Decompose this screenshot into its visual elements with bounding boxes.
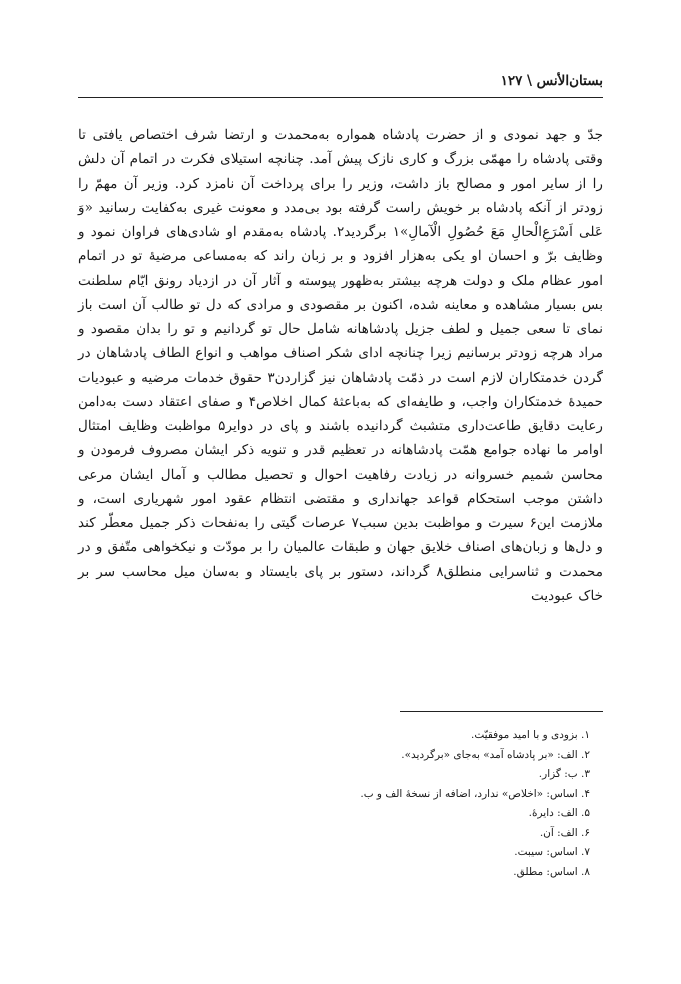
footnote-4: ۴. اساس: «اخلاص» ندارد، اضافه از نسخهٔ الف و ب. xyxy=(360,787,590,800)
footnotes-list xyxy=(78,726,590,882)
body-paragraph: جدّ و جهد نمودی و از حضرت پادشاه همواره به‌محمدت و ارتضا شرف اختصاص یافتی تا وقتی پادشاه را مهمّی بزرگ و کاری نازک پیش آمد. چنانچه استیلای فکرت در اتمام آن دلش را از سایر امور و مصالح باز داشت، وزیر را برای پرداخت آن نامزد کرد. وزیر آن مهمّ را زودتر از آنکه پادشاه بر خویش راست گرفته بود بی‌مدد و معونت غیری به‌کفایت رسانید «وَ عَلی اَسْرَعِ‌الْحالِ مَعَ حُصُولِ الْآمالِ»۱ برگردید۲. پادشاه به‌مقدم او شادی‌های فراوان نمود و وظایف برّ و احسان او یکی به‌هزار افزود و بر زبان راند که به‌مساعی مرضیهٔ تو در اتمام امور عظام ملک و دولت هرچه بیشتر به‌ظهور پیوسته و آثار آن در ازدیاد رونق ایّام سلطنت بس بسیار مشاهده و معاینه شده، اکنون بر مقصودی و مرادی که دل تو طالب آن است باز نمای تا سعی جمیل و لطف جزیل پادشاهانه شامل حال تو گردانیم و تو را بدان مقصود و مراد هرچه زودتر برسانیم زیرا چنانچه ادای شکر اصناف مواهب و انواع الطاف پادشاهان در گردن خدمتکاران لازم است در ذمّت پادشاهان نیز گزاردن۳ حقوق خدمات مرضیه و عبودیات حمیدهٔ خدمتکاران واجب، و طایفه‌ای که به‌باعثهٔ کمال اخلاص۴ و صفای اعتقاد دست به‌دامن رعایت دقایق طاعت‌داری متشبث گردانیده باشند و پای در دوایر۵ مواظبت وظایف امتثال اوامر ما نهاده جوامع همّت پادشاهانه در تعظیم قدر و تنویه ذکر ایشان مصروف فرمودن و محاسن شمیم خسروانه در زیادت رفاهیت احوال و تحصیل مطالب و آمال ایشان مرعی داشتن موجب استحکام قواعد جهانداری و مقتضی انتظام عقود امور شهریاری است، و ملازمت این۶ سیرت و مواظبت بدین سبب۷ عرصات گیتی را به‌نفحات ذکر جمیل معطّر کند و دل‌ها و زبان‌های اصناف خلایق جهان و طبقات عالمیان را بر مودّت و نیکخواهی متّفق و در محمدت و ثناسرایی منطلق۸ گرداند، دستور بر پای بایستاد و به‌سان میل محاسب سر بر خاک عبودیت xyxy=(78,127,603,604)
footnote-1: ۱. بزودی و با امید موفقیّت. xyxy=(471,729,590,741)
footnote-6: ۶. الف: آن. xyxy=(539,826,590,839)
footnote-5: ۵. الف: دایرهٔ. xyxy=(528,807,590,819)
footnote-8: ۸. اساس: مطلق. xyxy=(513,865,590,878)
footnote-7: ۷. اساس: سیبت. xyxy=(514,846,590,858)
footnote-3: ۳. ب: گزار. xyxy=(538,768,590,780)
footnote-rule xyxy=(400,711,603,712)
running-head: بستان‌الأنس \ ۱۲۷ xyxy=(500,73,603,89)
header-rule xyxy=(78,97,603,98)
footnote-2: ۲. الف: «بر پادشاه آمد» به‌جای «برگردید». xyxy=(401,748,590,761)
